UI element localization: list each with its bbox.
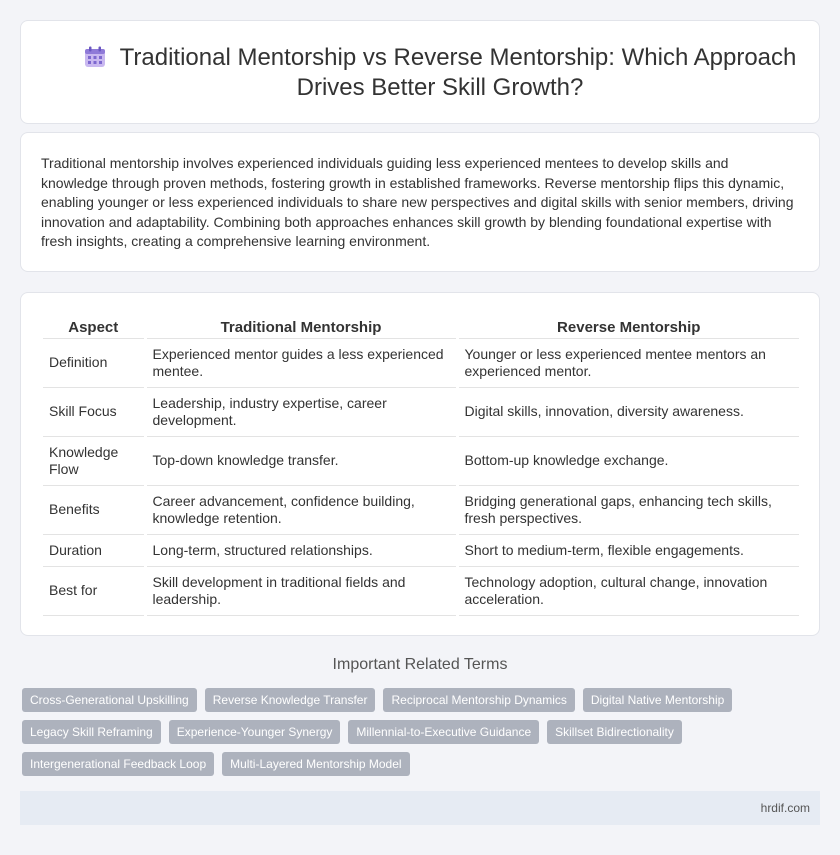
calendar-icon (84, 46, 106, 68)
row-traditional: Skill development in traditional fields and leadership. (145, 567, 457, 616)
row-traditional: Career advancement, confidence building, knowledge retention. (145, 486, 457, 535)
related-term-tag[interactable]: Legacy Skill Reframing (22, 720, 161, 744)
comparison-table (43, 315, 799, 616)
row-reverse: Short to medium-term, flexible engagements. (457, 535, 799, 567)
page-title (81, 43, 799, 103)
table-row (43, 535, 799, 567)
row-traditional: Top-down knowledge transfer. (145, 437, 457, 486)
header-card (20, 20, 820, 124)
table-row (43, 339, 799, 388)
row-reverse: Younger or less experienced mentee mentors an experienced mentor. (457, 339, 799, 388)
row-traditional: Experienced mentor guides a less experienced mentee. (145, 339, 457, 388)
table-row (43, 486, 799, 535)
related-term-tag[interactable]: Digital Native Mentorship (583, 688, 732, 712)
row-aspect: Duration (43, 535, 145, 567)
related-term-tag[interactable]: Multi-Layered Mentorship Model (222, 752, 409, 776)
related-term-tag[interactable]: Millennial-to-Executive Guidance (348, 720, 539, 744)
row-traditional: Leadership, industry expertise, career development. (145, 388, 457, 437)
row-aspect: Benefits (43, 486, 145, 535)
row-reverse: Bottom-up knowledge exchange. (457, 437, 799, 486)
intro-card (20, 132, 820, 272)
related-term-tag[interactable]: Reverse Knowledge Transfer (205, 688, 376, 712)
row-aspect: Knowledge Flow (43, 437, 145, 486)
header-aspect: Aspect (43, 315, 145, 339)
title-line-2: Drives Better Skill Growth? (296, 74, 584, 101)
row-reverse: Digital skills, innovation, diversity awareness. (457, 388, 799, 437)
intro-text: Traditional mentorship involves experienced individuals guiding less experienced mentees to develop skills and knowledge through proven methods, fostering growth in established frameworks. Reverse mentorship flips this dynamic, enabling younger or less experienced individuals to share new perspectives and digital skills with senior members, driving innovation and adaptability. Combining both approaches enhances skill growth by blending foundational expertise with fresh insights, creating a comprehensive learning environment. (41, 155, 794, 250)
related-term-tag[interactable]: Reciprocal Mentorship Dynamics (383, 688, 574, 712)
related-term-tag[interactable]: Intergenerational Feedback Loop (22, 752, 214, 776)
table-row (43, 567, 799, 616)
row-aspect: Best for (43, 567, 145, 616)
table-row (43, 437, 799, 486)
table-row (43, 388, 799, 437)
row-aspect: Definition (43, 339, 145, 388)
footer (20, 791, 820, 825)
title-line-1: Traditional Mentorship vs Reverse Mentorship: Which Approach (119, 44, 797, 71)
related-terms-list (22, 688, 802, 776)
header-reverse: Reverse Mentorship (457, 315, 799, 339)
header-traditional: Traditional Mentorship (145, 315, 457, 339)
related-term-tag[interactable]: Skillset Bidirectionality (547, 720, 682, 744)
row-reverse: Technology adoption, cultural change, innovation acceleration. (457, 567, 799, 616)
row-traditional: Long-term, structured relationships. (145, 535, 457, 567)
row-aspect: Skill Focus (43, 388, 145, 437)
related-terms-title: Important Related Terms (332, 656, 508, 673)
table-header-row (43, 315, 799, 339)
related-term-tag[interactable]: Cross-Generational Upskilling (22, 688, 197, 712)
footer-site-link[interactable]: hrdif.com (760, 801, 810, 815)
related-term-tag[interactable]: Experience-Younger Synergy (169, 720, 341, 744)
row-reverse: Bridging generational gaps, enhancing tech skills, fresh perspectives. (457, 486, 799, 535)
comparison-card (20, 292, 820, 636)
